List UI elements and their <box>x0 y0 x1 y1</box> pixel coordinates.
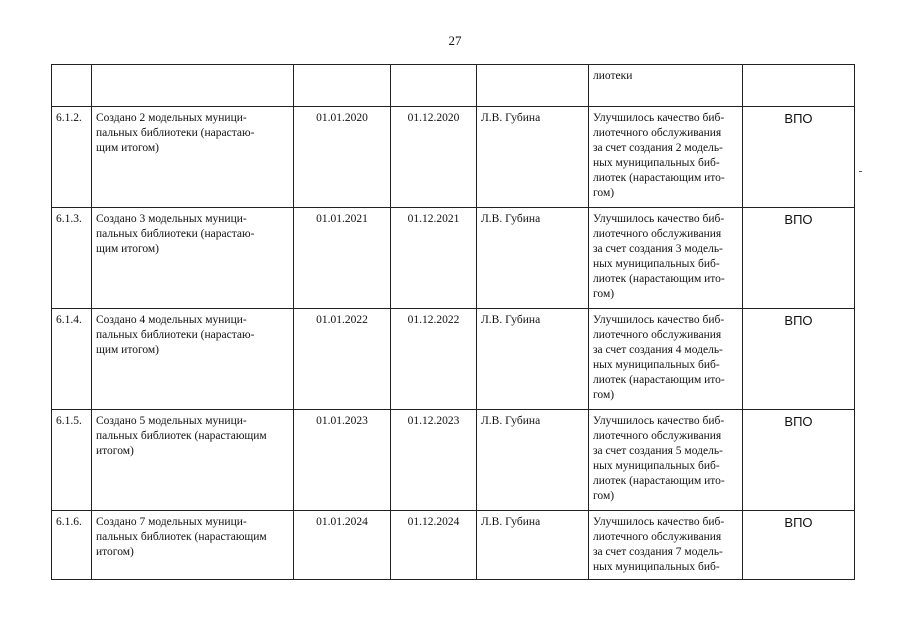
num-cell: 6.1.5. <box>52 410 92 511</box>
name-cell: Создано 2 модельных муници- пальных библиотеки (нарастаю- щим итогом) <box>92 107 294 208</box>
page-number: 27 <box>448 33 462 48</box>
start-date-cell <box>294 65 391 107</box>
end-date-cell: 01.12.2021 <box>391 208 477 309</box>
responsible-cell: Л.В. Губина <box>477 208 589 309</box>
document-cell: ВПО <box>743 511 855 580</box>
num-cell: 6.1.4. <box>52 309 92 410</box>
table-row <box>52 208 855 309</box>
end-date-cell: 01.12.2020 <box>391 107 477 208</box>
document-cell: ВПО <box>743 208 855 309</box>
table-row <box>52 511 855 580</box>
document-cell: ВПО <box>743 309 855 410</box>
result-cell: Улучшилось качество биб- лиотечного обслуживания за счет создания 7 модель- ных муниципальных биб- <box>589 511 743 580</box>
end-date-cell: 01.12.2023 <box>391 410 477 511</box>
responsible-cell <box>477 65 589 107</box>
name-cell: Создано 4 модельных муници- пальных библиотеки (нарастаю- щим итогом) <box>92 309 294 410</box>
start-date-cell: 01.01.2022 <box>294 309 391 410</box>
start-date-cell: 01.01.2024 <box>294 511 391 580</box>
table-row <box>52 107 855 208</box>
end-date-cell <box>391 65 477 107</box>
result-cell: Улучшилось качество биб- лиотечного обслуживания за счет создания 4 модель- ных муниципальных биб- лиотек (нарастающим ито- гом) <box>589 309 743 410</box>
responsible-cell: Л.В. Губина <box>477 511 589 580</box>
name-cell: Создано 3 модельных муници- пальных библиотеки (нарастаю- щим итогом) <box>92 208 294 309</box>
name-cell <box>92 65 294 107</box>
result-cell: Улучшилось качество биб- лиотечного обслуживания за счет создания 3 модель- ных муниципальных биб- лиотек (нарастающим ито- гом) <box>589 208 743 309</box>
responsible-cell: Л.В. Губина <box>477 107 589 208</box>
start-date-cell: 01.01.2021 <box>294 208 391 309</box>
scan-speck <box>859 171 862 172</box>
table-row <box>52 410 855 511</box>
end-date-cell: 01.12.2024 <box>391 511 477 580</box>
continuation-row <box>52 65 855 107</box>
start-date-cell: 01.01.2020 <box>294 107 391 208</box>
result-cell: Улучшилось качество биб- лиотечного обслуживания за счет создания 5 модель- ных муниципальных биб- лиотек (нарастающим ито- гом) <box>589 410 743 511</box>
document-cell <box>743 65 855 107</box>
num-cell: 6.1.2. <box>52 107 92 208</box>
responsible-cell: Л.В. Губина <box>477 410 589 511</box>
document-cell: ВПО <box>743 410 855 511</box>
document-cell: ВПО <box>743 107 855 208</box>
num-cell <box>52 65 92 107</box>
num-cell: 6.1.6. <box>52 511 92 580</box>
responsible-cell: Л.В. Губина <box>477 309 589 410</box>
plan-table <box>51 64 855 580</box>
result-cell: Улучшилось качество биб- лиотечного обслуживания за счет создания 2 модель- ных муниципальных биб- лиотек (нарастающим ито- гом) <box>589 107 743 208</box>
num-cell: 6.1.3. <box>52 208 92 309</box>
end-date-cell: 01.12.2022 <box>391 309 477 410</box>
table-row <box>52 309 855 410</box>
name-cell: Создано 7 модельных муници- пальных библиотек (нарастающим итогом) <box>92 511 294 580</box>
result-cell: лиотеки <box>589 65 743 107</box>
name-cell: Создано 5 модельных муници- пальных библиотек (нарастающим итогом) <box>92 410 294 511</box>
start-date-cell: 01.01.2023 <box>294 410 391 511</box>
